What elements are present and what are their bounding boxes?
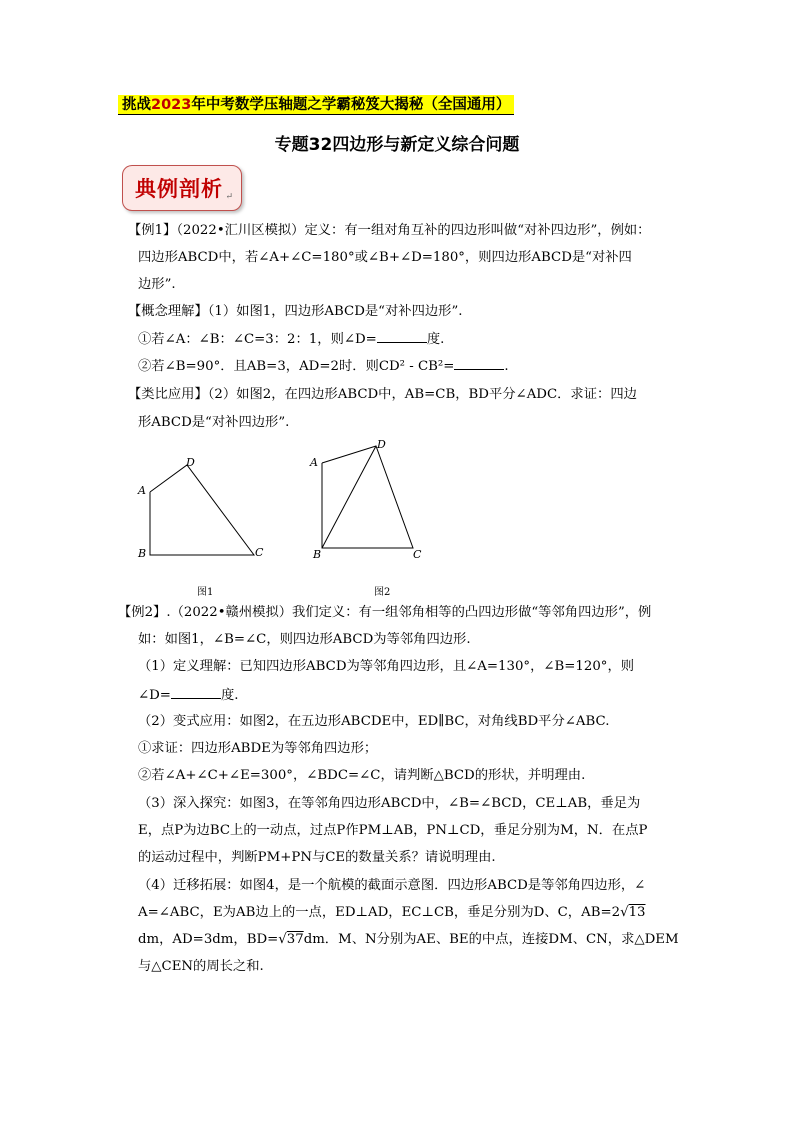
answer-blank: [171, 686, 221, 699]
ex2-line-13-text: dm，AD=3dm，BD=: [138, 932, 279, 947]
ex2-line-2: 如：如图1，∠B=∠C，则四边形ABCD为等邻角四边形.: [138, 632, 471, 647]
answer-blank: [377, 330, 427, 343]
sqrt-radicand: 13: [628, 905, 646, 920]
ex1-line-7: 【类比应用】（2）如图2，在四边形ABCD中，AB=CB，BD平分∠ADC．求证：四边: [128, 387, 637, 402]
ex1-line-6-end: .: [504, 359, 509, 374]
ex1-line-5: [138, 330, 444, 349]
vertex-c: C: [413, 548, 422, 561]
ex1-line-1: 【例1】（2022•汇川区模拟）定义：有一组对角互补的四边形叫做“对补四边形”，例如：: [128, 223, 651, 238]
ex2-line-14: 与△CEN的周长之和.: [138, 959, 264, 974]
header-suffix: 年中考数学压轴题之学霸秘笈大揭秘（全国通用）: [191, 97, 511, 113]
paragraph-mark-icon: ↵: [225, 192, 233, 202]
vertex-d: D: [377, 438, 386, 451]
vertex-a: A: [310, 456, 318, 469]
ex1-line-5-unit: 度.: [426, 332, 445, 347]
figure-2: [305, 436, 435, 566]
ex2-line-4: [138, 686, 238, 705]
header-prefix: 挑战: [122, 97, 151, 113]
section-badge: [122, 165, 242, 211]
ex2-line-1: 【例2】.（2022•赣州模拟）我们定义：有一组邻角相等的凸四边形做“等邻角四边形”，例: [118, 605, 652, 620]
sqrt-sign: √: [278, 932, 287, 947]
sqrt-radicand: 37: [286, 932, 304, 947]
vertex-c: C: [255, 546, 264, 559]
ex2-line-8: （3）深入探究：如图3，在等邻角四边形ABCD中，∠B=∠BCD，CE⊥AB，垂足为: [138, 796, 641, 811]
ex1-line-2: 四边形ABCD中，若∠A+∠C=180°或∠B+∠D=180°，则四边形ABCD是“对补四: [138, 250, 632, 265]
ex1-line-6: [138, 357, 509, 376]
ex2-line-13: [138, 931, 679, 949]
ex2-line-13-end: dm．M、N分别为AE、BE的中点，连接DM、CN，求△DEM: [303, 932, 679, 947]
ex1-line-6-text: ②若∠B=90°．且AB=3，AD=2时．则CD² - CB²=: [138, 359, 455, 374]
ex1-line-8: 形ABCD是“对补四边形”.: [138, 415, 290, 430]
ex2-line-11: （4）迁移拓展：如图4，是一个航模的截面示意图．四边形ABCD是等邻角四边形，∠: [138, 878, 646, 893]
ex2-line-10: 的运动过程中，判断PM+PN与CE的数量关系？请说明理由.: [138, 850, 496, 865]
ex2-line-4-unit: 度.: [220, 688, 239, 703]
page-title: 专题32四边形与新定义综合问题: [274, 135, 520, 155]
figure-2-caption: 图2: [374, 587, 391, 598]
vertex-b: B: [313, 548, 322, 561]
sqrt-sign: √: [620, 905, 629, 920]
header-underline: [118, 114, 514, 115]
figure-1-caption: 图1: [197, 587, 214, 598]
ex1-line-3: 边形”.: [138, 277, 176, 292]
ex2-line-12-text: A=∠ABC，E为AB边上的一点，ED⊥AD，EC⊥CB，垂足分别为D、C，AB=2: [138, 905, 621, 920]
diagonal-bd: [322, 446, 376, 548]
vertex-d: D: [186, 456, 195, 469]
ex2-line-6: ①求证：四边形ABDE为等邻角四边形；: [138, 741, 378, 756]
ex1-line-5-text: ①若∠A：∠B：∠C=3：2：1，则∠D=: [138, 332, 377, 347]
ex2-line-4-text: ∠D=: [138, 688, 171, 703]
figure-1: [130, 450, 280, 570]
ex2-line-5: （2）变式应用：如图2，在五边形ABCDE中，ED∥BC，对角线BD平分∠ABC.: [138, 714, 610, 729]
ex2-line-7: ②若∠A+∠C+∠E=300°，∠BDC=∠C，请判断△BCD的形状，并明理由.: [138, 768, 586, 783]
vertex-b: B: [138, 547, 147, 560]
ex2-line-12: [138, 904, 646, 922]
vertex-a: A: [138, 484, 146, 497]
series-header: [118, 95, 514, 115]
ex1-line-4: 【概念理解】（1）如图1，四边形ABCD是“对补四边形”.: [128, 304, 463, 319]
header-year: 2023: [151, 97, 192, 113]
quadrilateral-outline: [150, 465, 254, 555]
ex2-line-3: （1）定义理解：已知四边形ABCD为等邻角四边形，且∠A=130°，∠B=120°，则: [138, 659, 635, 674]
ex2-line-9: E，点P为边BC上的一动点，过点P作PM⊥AB，PN⊥CD，垂足分别为M，N．在点P: [138, 823, 648, 838]
badge-label: 典例剖析: [135, 176, 223, 201]
answer-blank: [454, 357, 504, 370]
